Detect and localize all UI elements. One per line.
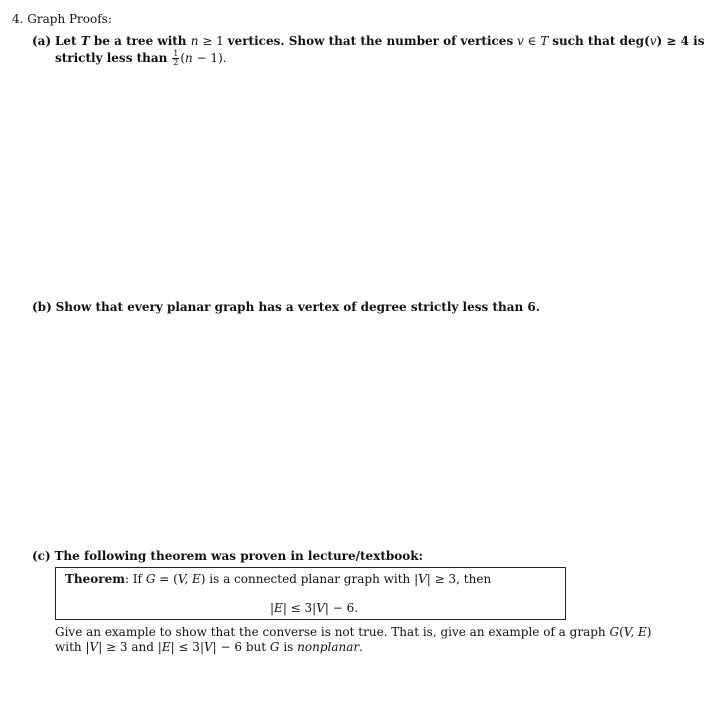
math-geq: ≥ 1	[202, 34, 224, 48]
math-V: V	[89, 640, 99, 654]
part-a-text: (	[180, 51, 185, 65]
math-v: v	[517, 34, 524, 48]
math-V: V	[418, 572, 427, 586]
math-V: V	[203, 640, 213, 654]
question-text: .	[359, 640, 363, 654]
math-n: n	[185, 51, 193, 65]
part-a-label: (a)	[32, 34, 52, 48]
question-text: | − 6 but	[212, 640, 267, 654]
math-T: T	[80, 34, 90, 48]
part-a-line-1	[32, 34, 704, 48]
question-text: | ≥ 3 and |	[98, 640, 162, 654]
theorem-line	[65, 572, 491, 586]
theorem-text: : If	[124, 572, 142, 586]
part-b-line	[32, 300, 540, 314]
equation-text: |	[270, 601, 275, 615]
theorem-label: Theorem	[65, 572, 125, 586]
theorem-equation	[270, 601, 358, 615]
math-T: T	[540, 34, 549, 48]
part-a-line-2	[55, 50, 227, 67]
fraction-denominator: 2	[173, 58, 179, 67]
math-G: G	[269, 640, 280, 654]
part-b-text: Show that every planar graph has a vertex of degree strictly less than 6.	[55, 300, 540, 314]
part-a-text: strictly less than	[55, 51, 168, 65]
theorem-text: = (	[159, 572, 178, 586]
part-a-text: vertices. Show that the number of vertices	[227, 34, 514, 48]
math-v: v	[649, 34, 657, 48]
question-text: Give an example to show that the converse is not true. That is, give an example of a graph	[55, 625, 606, 639]
part-c-intro: The following theorem was proven in lecture/textbook:	[54, 549, 424, 563]
question-text: (	[619, 625, 624, 639]
math-VE: V, E	[623, 625, 647, 639]
math-V: V	[316, 601, 325, 615]
question-text: | ≤ 3|	[170, 640, 204, 654]
question-text: )	[646, 625, 652, 639]
fraction-one-half	[172, 50, 179, 67]
problem-number: 4.	[12, 12, 24, 26]
equation-text: | ≤ 3|	[282, 601, 317, 615]
part-b-label: (b)	[32, 300, 52, 314]
part-c-intro-line	[32, 549, 423, 563]
part-a-text: − 1).	[196, 51, 227, 65]
math-E: E	[161, 640, 171, 654]
fraction-numerator: 1	[173, 49, 179, 58]
question-text: is	[283, 640, 294, 654]
part-a-text: ) ≥ 4 is	[656, 34, 704, 48]
equation-text: | − 6.	[324, 601, 359, 615]
math-in: ∈	[527, 34, 537, 48]
part-a-text: such that deg(	[552, 34, 650, 48]
part-a-text: Let	[54, 34, 77, 48]
math-G: G	[145, 572, 156, 586]
theorem-text: ) is a connected planar graph with |	[200, 572, 419, 586]
part-c-question-line-2	[55, 640, 363, 654]
part-a-text: be a tree with	[93, 34, 187, 48]
problem-title: Graph Proofs:	[27, 12, 112, 26]
question-text: with |	[55, 640, 90, 654]
math-E: E	[274, 601, 283, 615]
part-c-question-line-1	[55, 625, 651, 639]
theorem-text: | ≥ 3, then	[426, 572, 492, 586]
nonplanar-emphasis: nonplanar	[297, 640, 360, 654]
math-G: G	[609, 625, 620, 639]
math-n: n	[190, 34, 199, 48]
problem-heading	[12, 12, 112, 26]
math-VE: V, E	[177, 572, 201, 586]
part-c-label: (c)	[32, 549, 51, 563]
